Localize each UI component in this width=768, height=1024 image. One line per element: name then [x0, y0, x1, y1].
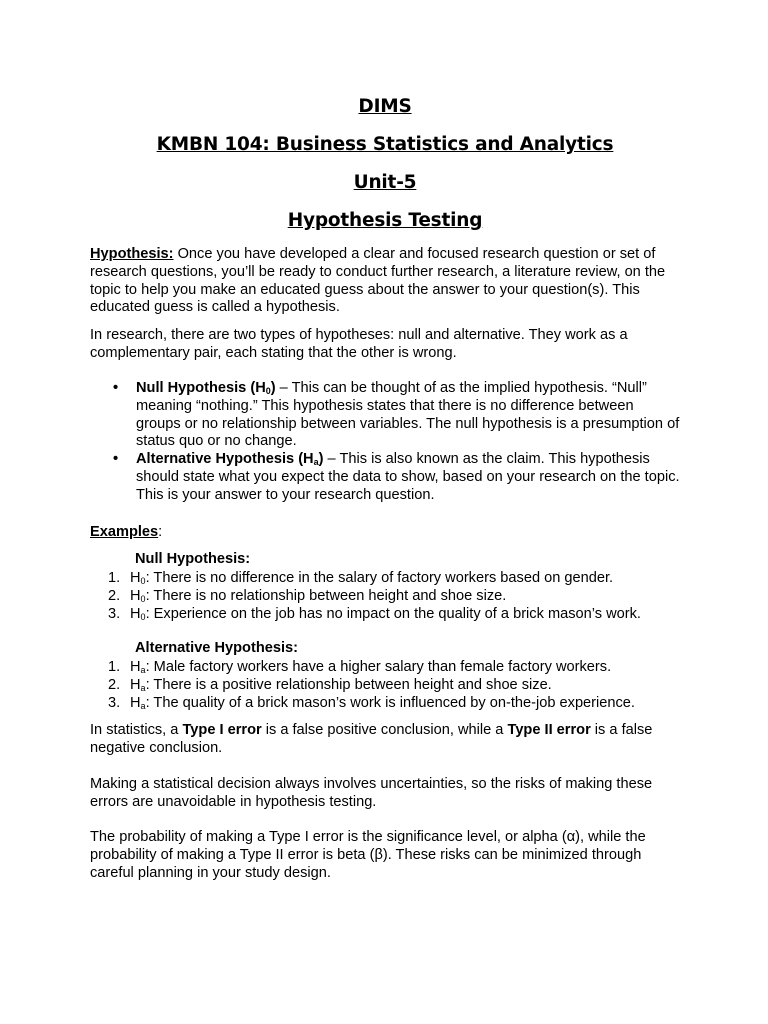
alternative-hypothesis-bullet	[90, 451, 680, 504]
bullet-icon: •	[113, 451, 119, 468]
list-item: 3. $H_a$: The quality of a brick mason’s work is influenced by on-the-job experience.	[108, 695, 635, 712]
list-item: 3. $H_0$: Experience on the job has no impact on the quality of a brick mason’s work.	[108, 606, 641, 623]
uncertainty-paragraph: Making a statistical decision always involves uncertainties, so the risks of making these errors are unavoidable in hypothesis testing.	[90, 776, 653, 810]
alternative-hypothesis-text: – This is also known as the claim. This hypothesis should state what you expect the data to show, based on your research on the topic. This is your answer to your research question.	[136, 451, 680, 503]
null-hypothesis-term: Null Hypothesis $(H_0)$	[136, 380, 276, 396]
topic-title: Hypothesis Testing	[287, 210, 483, 231]
unit-title: Unit-5	[353, 172, 417, 193]
null-hypothesis-bullet	[90, 380, 680, 451]
list-item: 1. $H_a$: Male factory workers have a higher salary than female factory workers.	[108, 659, 612, 675]
examples-heading: Examples:	[90, 524, 163, 540]
errors-paragraph: In statistics, a Type I error is a false positive conclusion, while a Type II error is a false negative conclusion.	[90, 722, 653, 756]
alternative-examples-list	[90, 658, 680, 713]
type-two-error-term: Type II error	[507, 722, 591, 738]
null-examples-heading: Null Hypothesis:	[135, 551, 251, 567]
course-title: KMBN 104: Business Statistics and Analytics	[156, 134, 614, 155]
null-examples-list	[90, 569, 680, 624]
alternative-hypothesis-term: Alternative Hypothesis $(H_a)$	[136, 451, 324, 468]
type-one-error-term: Type I error	[182, 722, 262, 738]
list-item: 1. $H_0$: There is no difference in the salary of factory workers based on gender.	[108, 570, 614, 586]
list-item: 2. $H_a$: There is a positive relationship between height and shoe size.	[108, 677, 552, 694]
probability-paragraph: The probability of making a Type I error is the significance level, or alpha (α), while the probability of making a Type II error is beta (β). These risks can be minimized through careful planning in your study design.	[90, 829, 646, 881]
hypothesis-types-list	[90, 380, 680, 505]
alternative-examples-heading: Alternative Hypothesis:	[135, 640, 299, 656]
bullet-icon: •	[113, 380, 119, 396]
institution-title: DIMS	[358, 96, 412, 117]
types-paragraph: In research, there are two types of hypotheses: null and alternative. They work as a complementary pair, each stating that the other is wrong.	[90, 327, 628, 361]
hypothesis-label: Hypothesis:	[90, 246, 174, 262]
null-hypothesis-text: – This can be thought of as the implied hypothesis. “Null” meaning “nothing.” This hypothesis states that there is no difference between groups or no relationship between variables. The null hypothesis is a presumption of status quo or no change.	[136, 380, 680, 450]
list-item: 2. $H_0$: There is no relationship between height and shoe size.	[108, 588, 507, 605]
intro-text: Once you have developed a clear and focused research question or set of research questions, you’ll be ready to conduct further research, a literature review, on the topic to help you make an educated guess about the answer to your question(s). This educated guess is called a hypothesis.	[90, 246, 666, 316]
intro-paragraph	[90, 246, 680, 317]
